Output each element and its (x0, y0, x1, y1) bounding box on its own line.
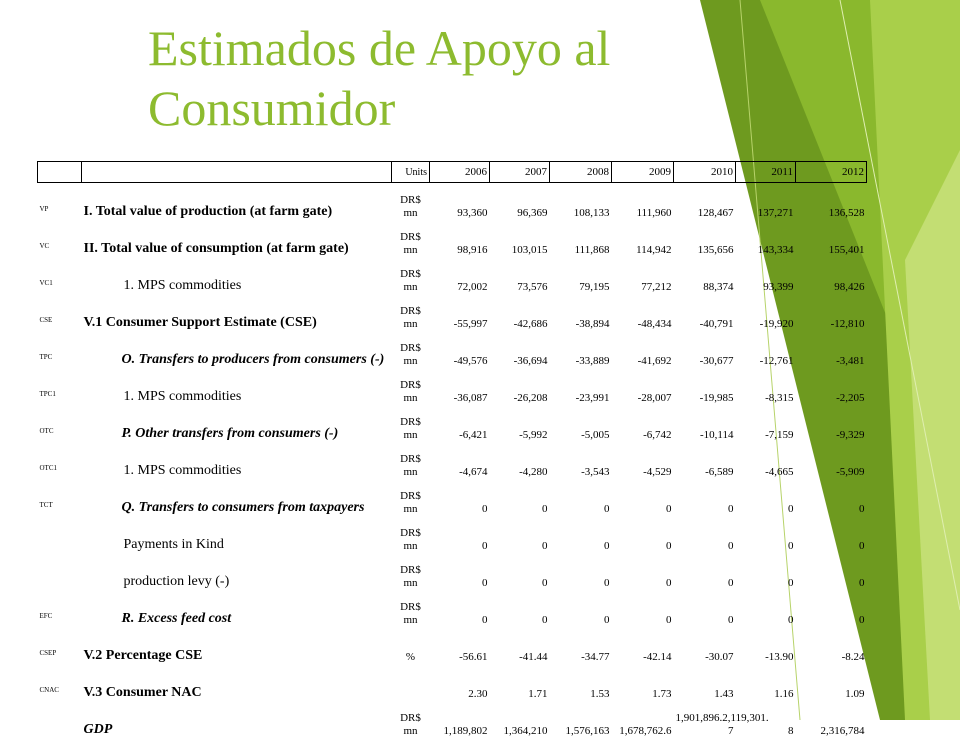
row-value: 0 (604, 503, 610, 515)
row-value: 136,528 (828, 207, 865, 219)
row-value: 0 (666, 614, 672, 626)
row-code: TCT (39, 501, 53, 509)
row-value: -41.44 (519, 651, 548, 663)
row-value: 72,002 (457, 281, 488, 293)
row-units: DR$ mn (400, 379, 421, 404)
row-label: V.2 Percentage CSE (83, 648, 203, 663)
row-units: DR$ mn (400, 268, 421, 293)
header-cell-year: 2011 (736, 162, 796, 183)
row-value: -33,889 (575, 355, 610, 367)
row-label: 1. MPS commodities (123, 389, 242, 404)
row-units: DR$ mn (400, 416, 421, 441)
row-code: TPC (39, 353, 53, 361)
row-value: 0 (728, 503, 734, 515)
row-code: TPC1 (39, 390, 56, 398)
row-value: 0 (788, 577, 794, 589)
header-cell-year: 2012 (796, 162, 867, 183)
row-value: 96,369 (517, 207, 548, 219)
header-cell-year: 2010 (674, 162, 736, 183)
row-value: -56.61 (459, 651, 488, 663)
row-value: 1,189,802 (443, 725, 488, 737)
row-value: 1.53 (590, 688, 610, 700)
row-value: -19,985 (699, 392, 734, 404)
row-value: 155,401 (828, 244, 865, 256)
table-row (38, 442, 867, 479)
table-row (38, 183, 867, 221)
row-code (38, 553, 82, 590)
row-value: 135,656 (697, 244, 734, 256)
row-label: production levy (-) (123, 574, 230, 589)
row-value: -41,692 (637, 355, 672, 367)
row-value: -7,159 (765, 429, 794, 441)
row-value: 0 (788, 503, 794, 515)
row-value: -8.24 (841, 651, 865, 663)
row-label: GDP (83, 722, 113, 737)
consumer-support-estimate-table (37, 161, 867, 738)
row-value: -5,909 (836, 466, 865, 478)
row-code: EFC (39, 612, 53, 620)
row-value: -13.90 (765, 651, 794, 663)
row-code: CSE (39, 316, 53, 324)
row-value: 0 (728, 614, 734, 626)
row-label: 1. MPS commodities (123, 463, 242, 478)
row-code: VC1 (39, 279, 53, 287)
row-value: -48,434 (637, 318, 672, 330)
slide-title-line-1: Estimados de Apoyo al (148, 20, 611, 76)
row-value: -49,576 (453, 355, 488, 367)
row-value: 8 (788, 725, 794, 737)
table-row (38, 479, 867, 516)
table-row (38, 220, 867, 257)
row-value: 98,426 (834, 281, 865, 293)
row-value: -4,665 (765, 466, 794, 478)
row-label: V.3 Consumer NAC (83, 685, 202, 700)
row-value: -2,205 (836, 392, 865, 404)
row-label: I. Total value of production (at farm gate) (83, 204, 333, 219)
row-units: DR$ mn (400, 712, 421, 737)
row-value: 1.71 (528, 688, 548, 700)
row-value: 1,364,210 (503, 725, 548, 737)
row-value: 0 (482, 577, 488, 589)
header-cell-year: 2006 (430, 162, 490, 183)
row-label: Payments in Kind (123, 537, 224, 552)
row-value: -12,810 (830, 318, 865, 330)
row-value: 93,399 (763, 281, 794, 293)
table-row (38, 368, 867, 405)
table-row (38, 331, 867, 368)
row-value: -6,742 (643, 429, 672, 441)
row-code (38, 516, 82, 553)
header-cell-year: 2009 (612, 162, 674, 183)
header-cell-year: 2008 (550, 162, 612, 183)
header-cell (82, 162, 392, 183)
row-value: 73,576 (517, 281, 548, 293)
row-code: VP (39, 205, 49, 213)
table-row (38, 590, 867, 627)
table-row (38, 516, 867, 553)
row-value: 1.43 (714, 688, 734, 700)
row-value: 2,316,784 (820, 725, 865, 737)
row-label: II. Total value of consumption (at farm gate) (83, 241, 349, 256)
row-value: -3,481 (836, 355, 865, 367)
row-value: 128,467 (697, 207, 734, 219)
row-value: 0 (788, 540, 794, 552)
row-label: P. Other transfers from consumers (-) (121, 426, 339, 441)
row-value: 98,916 (457, 244, 488, 256)
row-value: -5,005 (581, 429, 610, 441)
row-value: 88,374 (703, 281, 734, 293)
row-value: 103,015 (511, 244, 548, 256)
row-value: -40,791 (699, 318, 734, 330)
row-value: -42.14 (643, 651, 672, 663)
row-label: R. Excess feed cost (121, 611, 232, 626)
row-value: 114,942 (636, 244, 672, 256)
row-code: CSEP (39, 649, 57, 657)
row-value: 93,360 (457, 207, 488, 219)
row-value: 1,901,896.2,119,301. 7 (675, 712, 769, 737)
row-value: 111,960 (636, 207, 672, 219)
row-value: 137,271 (757, 207, 794, 219)
row-value: -30,677 (699, 355, 734, 367)
row-units: DR$ mn (400, 453, 421, 478)
slide-title-line-2: Consumidor (148, 80, 396, 136)
row-value: -3,543 (581, 466, 610, 478)
slide-title (148, 18, 768, 138)
row-value: 0 (859, 614, 865, 626)
row-value: 0 (666, 577, 672, 589)
row-value: 0 (666, 540, 672, 552)
row-label: 1. MPS commodities (123, 278, 242, 293)
table-row (38, 627, 867, 664)
row-value: 0 (666, 503, 672, 515)
row-value: 0 (542, 540, 548, 552)
row-label: O. Transfers to producers from consumers (-) (121, 352, 385, 367)
row-value: -55,997 (453, 318, 488, 330)
table-row (38, 664, 867, 701)
row-value: 0 (859, 503, 865, 515)
row-value: 0 (542, 577, 548, 589)
row-units: DR$ mn (400, 231, 421, 256)
row-value: -36,087 (453, 392, 488, 404)
row-units: DR$ mn (400, 490, 421, 515)
row-value: 0 (482, 540, 488, 552)
row-units: % (405, 651, 416, 663)
table-header-row (38, 162, 867, 183)
header-cell-year: 2007 (490, 162, 550, 183)
row-value: -4,529 (643, 466, 672, 478)
row-units: DR$ mn (400, 305, 421, 330)
header-cell-units: Units (392, 162, 430, 183)
row-value: 0 (604, 540, 610, 552)
row-value: 1.09 (845, 688, 865, 700)
row-label: V.1 Consumer Support Estimate (CSE) (83, 315, 317, 330)
row-value: -8,315 (765, 392, 794, 404)
row-value: 0 (482, 614, 488, 626)
row-units: DR$ mn (400, 601, 421, 626)
row-value: -4,280 (519, 466, 548, 478)
row-value: 0 (728, 577, 734, 589)
row-label: Q. Transfers to consumers from taxpayers (121, 500, 365, 515)
row-value: -34.77 (581, 651, 610, 663)
row-value: 1,678,762.6 (619, 725, 672, 737)
row-value: 111,868 (574, 244, 610, 256)
row-units (392, 664, 430, 701)
row-value: 1,576,163 (565, 725, 610, 737)
row-value: -9,329 (836, 429, 865, 441)
table-row (38, 257, 867, 294)
row-code (38, 701, 82, 738)
row-value: -10,114 (699, 429, 734, 441)
row-code: VC (39, 242, 50, 250)
row-units: DR$ mn (400, 564, 421, 589)
row-value: 0 (542, 614, 548, 626)
row-value: -4,674 (459, 466, 488, 478)
table-row (38, 553, 867, 590)
row-value: 0 (482, 503, 488, 515)
row-value: -5,992 (519, 429, 548, 441)
row-value: 0 (728, 540, 734, 552)
row-code: OTC1 (39, 464, 57, 472)
row-value: 79,195 (579, 281, 610, 293)
row-value: -26,208 (513, 392, 548, 404)
header-cell (38, 162, 82, 183)
row-value: 0 (542, 503, 548, 515)
table-row (38, 701, 867, 738)
row-value: -6,589 (705, 466, 734, 478)
row-value: -6,421 (459, 429, 488, 441)
row-value: 1.73 (652, 688, 672, 700)
row-value: 0 (859, 540, 865, 552)
table-row (38, 405, 867, 442)
row-value: -42,686 (513, 318, 548, 330)
row-value: 77,212 (641, 281, 672, 293)
row-units: DR$ mn (400, 527, 421, 552)
row-value: 0 (604, 614, 610, 626)
row-value: -38,894 (575, 318, 610, 330)
row-value: 1.16 (774, 688, 794, 700)
row-value: 143,334 (757, 244, 794, 256)
row-value: 0 (604, 577, 610, 589)
row-units: DR$ mn (400, 342, 421, 367)
row-value: -23,991 (575, 392, 610, 404)
row-value: -12,761 (759, 355, 794, 367)
row-value: 0 (859, 577, 865, 589)
row-value: -36,694 (513, 355, 548, 367)
row-value: -19,920 (759, 318, 794, 330)
row-value: 0 (788, 614, 794, 626)
row-value: -30.07 (705, 651, 734, 663)
row-code: OTC (39, 427, 54, 435)
row-value: -28,007 (637, 392, 672, 404)
table-row (38, 294, 867, 331)
row-value: 2.30 (468, 688, 488, 700)
row-value: 108,133 (573, 207, 610, 219)
row-code: CNAC (39, 686, 59, 694)
row-units: DR$ mn (400, 194, 421, 219)
